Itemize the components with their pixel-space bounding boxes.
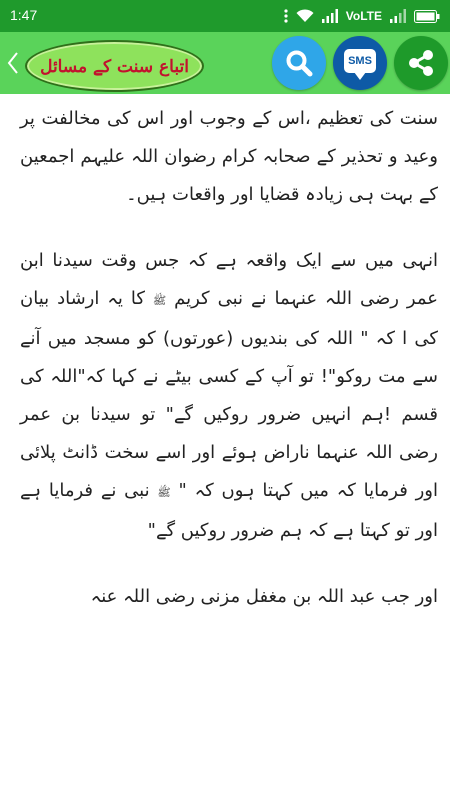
battery-icon — [414, 10, 440, 23]
signal-icon-secondary — [390, 9, 406, 23]
paragraph-2 — [20, 242, 438, 550]
chevron-left-icon[interactable] — [6, 50, 20, 76]
paragraph-3: اور جب عبد اللہ بن مغفل مزنی رضی اللہ عنہ — [90, 586, 438, 607]
sms-label: SMS — [348, 55, 372, 67]
honorific-symbol: ﷺ — [152, 294, 167, 307]
status-bar — [0, 0, 450, 32]
honorific-symbol: ﷺ — [157, 486, 171, 499]
search-icon — [284, 48, 314, 78]
wifi-icon — [296, 9, 314, 23]
paragraph-2-part-1: انہی میں سے ایک واقعہ ہے کہ جس وقت سیدنا ابن عمر رضی اللہ عنہما نے نبی کریم — [20, 250, 438, 309]
share-button[interactable] — [394, 36, 448, 90]
paragraph-2-part-3: نبی نے فرمایا ہے اور تو کہتا ہے کہ ہم ضرور روکیں گے" — [20, 480, 438, 541]
share-icon — [405, 47, 437, 79]
app-title: اتباع سنت کے مسائل — [40, 56, 189, 77]
app-bar — [0, 32, 450, 94]
signal-icon — [322, 9, 338, 23]
status-icons — [284, 6, 440, 26]
sms-icon — [344, 49, 376, 73]
paragraph-2-part-2: کا یہ ارشاد بیان کی ا کہ " اللہ کی بندیوں (عورتوں) کو مسجد میں آنے سے مت روکو"! تو آپ کے کسی بیٹے نے کہا کہ"اللہ کی قسم !ہم انہیں ضرور روکیں گے" تو سیدنا بن عمر رضی اللہ عنہما ناراض ہوئے اور اسے سخت ڈانٹ پلائی اور فرمایا کہ میں کہتا ہوں کہ " — [20, 288, 438, 501]
article-content — [20, 100, 438, 644]
status-time: 1:47 — [10, 7, 38, 23]
paragraph-1: سنت کی تعظیم ،اس کے وجوب اور اس کی مخالفت پر وعید و تحذیر کے صحابہ کرام رضوان اللہ علیہم اجمعین کے بہت ہی زیادہ قضایا اور واقعات ہیں۔ — [20, 108, 438, 205]
more-dots-icon — [284, 9, 288, 23]
sms-button[interactable] — [333, 36, 387, 90]
search-button[interactable] — [272, 36, 326, 90]
app-title-badge — [25, 40, 204, 92]
network-type: VoLTE — [345, 9, 382, 23]
